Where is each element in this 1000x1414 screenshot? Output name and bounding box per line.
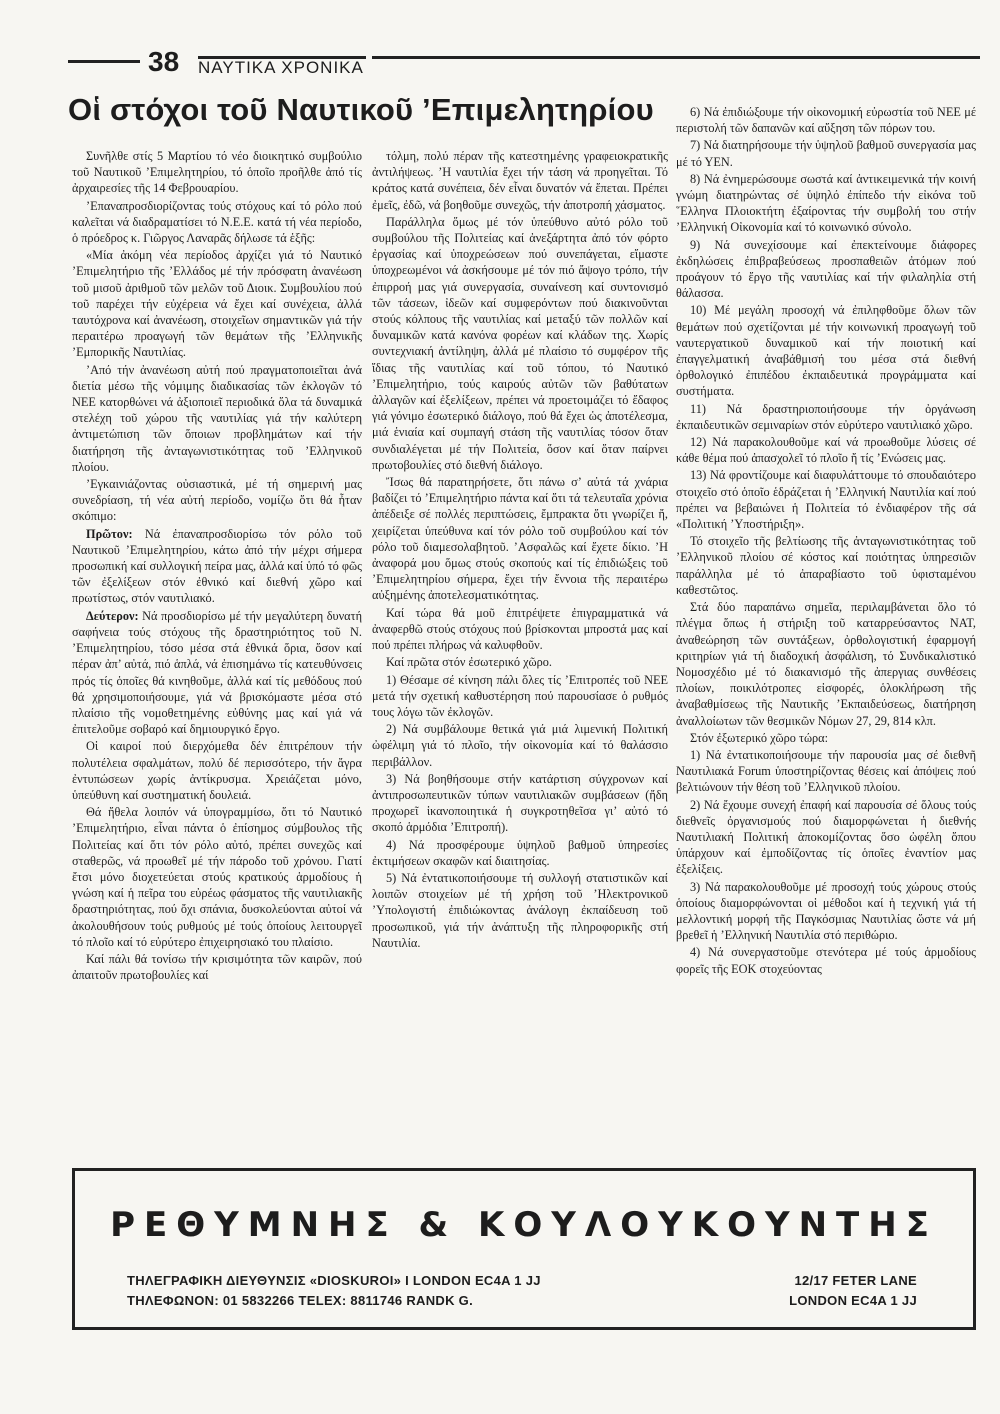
paragraph: Καί τώρα θά μοῦ ἐπιτρέψετε ἐπιγραμματικά νά ἀναφερθῶ στούς στόχους πού βρίσκονται μπροστά μας καί πού πρέπει πλήρως νά καλυφθοῦν. [372, 605, 668, 653]
list-item: 1) Νά ἐντατικοποιήσουμε τήν παρουσία μας σέ διεθνῆ Ναυτιλιακά Forum ὑποστηρίζοντας θέσεις καί ἀπόψεις πού βελτιώνουν τήν θέση τοῦ ’Ελληνικοῦ πλοίου. [676, 747, 976, 795]
paragraph: Καί πρῶτα στόν ἐσωτερικό χῶρο. [386, 655, 552, 670]
list-item: 2) Νά συμβάλουμε θετικά γιά μιά λιμενική Πολιτική ὠφέλιμη γιά τό πλοῖο, τήν οἰκονομία καί τό θαλάσσιο περιβάλλον. [372, 722, 668, 769]
list-item: 3) Νά βοηθήσουμε στήν κατάρτιση σύγχρονων καί ἀντιπροσωπευτικῶν τύπων ναυτιλιακῶν συμβάσεων (ἤδη προχωρεῖ ἱκανοποιητικά ἡ συγκροτηθεῖσα γι’ αὐτό τό σκοπό ἁρμόδια ’Επιτροπή). [372, 771, 668, 835]
paragraph: Τό στοιχεῖο τῆς βελτίωσης τῆς ἀνταγωνιστικότητας τοῦ ’Ελληνικοῦ πλοίου σέ κόστος καί ποιότητας ὑπηρεσιῶν παράλληλα μέ τό ἀπαραβίαστο τοῦ ὑφισταμένου καθεστῶτος. [676, 534, 976, 597]
paragraph-second-point: Δεύτερον: Νά προσδιορίσω μέ τήν μεγαλύτερη δυνατή σαφήνεια τούς στόχους τῆς δραστηριότητος τοῦ Ν. ’Επιμελητηρίου, τόσο μέσα στά ἐθνικά ὅρια, ὅσον καί πέραν ἀπ’ αὐτά, πιό ἁπλά, νά ἐπισημάνω τίς κατευθύνσεις πρός τίς ὁποῖες θά κινηθοῦμε, ἀλλά καί τίς μεθόδους πού θά χρησιμοποιήσουμε, γιά νά βρισκόμαστε μέσα στό πλαίσιο τῆς νομοθετημένης εὐθύνης μας καί γιά νά ἐπιτελοῦμε σοβαρό καί δημιουργικό ἔργο. [72, 608, 362, 737]
header-rule-right [372, 56, 980, 59]
paragraph: τόλμη, πολύ πέραν τῆς κατεστημένης γραφειοκρατικῆς ἀντιλήψεως. ’Η ναυτιλία ἔχει τήν τάση νά προηγεῖται. Τό κράτος κατά συνέπεια, δέν εἶναι δυνατόν νά ἕπεται. Πρέπει ἐμεῖς, ἐδῶ, νά βοηθοῦμε συνεχῶς, τήν ἀποτροπή χάσματος. [372, 149, 668, 212]
city-address: LONDON EC4A 1 JJ [789, 1293, 917, 1308]
list-item: 12) Νά παρακολουθοῦμε καί νά προωθοῦμε λύσεις σέ κάθε θέμα πού ἀπασχολεῖ τό πλοῖο ἤ τίς ’Ενώσεις μας. [676, 435, 976, 466]
paragraph: Οἱ καιροί πού διερχόμεθα δέν ἐπιτρέπουν τήν πολυτέλεια σφαλμάτων, πολύ δέ περισσότερο, τήν ἄγρα ἐντυπώσεων χωρίς ἀντίκρυσμα. Χρειάζεται μόνο, ὑπεύθυνη καί συστηματική δουλειά. [72, 739, 362, 802]
article-title: Οἱ στόχοι τοῦ Ναυτικοῦ ’Επιμελητηρίου [68, 92, 654, 127]
list-item: 6) Νά ἐπιδιώξουμε τήν οἰκονομική εὐρωστία τοῦ ΝΕΕ μέ περιστολή τῶν δαπανῶν καί αὔξηση τῶν πόρων του. [676, 105, 976, 136]
advertisement-box [72, 1168, 976, 1330]
paragraph: Παράλληλα ὅμως μέ τόν ὑπεύθυνο αὐτό ρόλο τοῦ συμβούλου τῆς Πολιτείας καί ἀνεξάρτητα ἀπό τόν φόρτο ἐργασίας καί ὑποχρεώσεων πού συνεπάγεται, εἴμαστε ὑποχρεωμένοι νά ἀσκήσουμε μέ τόν πιό ἄψογο τρόπο, τήν ἐπιρροή μας γιά συνεργασία, συναίνεση καί συντονισμό τῶν τάσεων, ἰδεῶν καί συμφερόντων πού διακινοῦνται στούς κόλπους τῆς ναυτιλίας καί μεταξύ τῶν πολλῶν καί δυναμικῶν κατά κανόνα φορέων καί κλάδων της. Χωρίς συντεχνιακή ἀντίληψη, ἀλλά μέ πλαίσιο τό συμφέρον τῆς ἴδιας τῆς ναυτιλίας καί τοῦ τόπου, τό Ναυτικό ’Επιμελητήριο, τούς καιρούς αὐτῶν τῶν βαθύτατων ἀλλαγῶν καί ἐξελίξεων, πρέπει νά προετοιμάζει τό ἔδαφος γιά γόνιμο ἐσωτερικό διάλογο, πού θά ἔχει ὡς ἀποτέλεσμα, μιά ἑνιαία καί συμπαγή στάση τῆς ναυτιλίας τόσον ὅταν συνδιαλέγεται μέ τήν Πολιτεία, ὅσον καί ὅταν παίρνει πρωτοβουλίες στό διεθνή διάλογο. [372, 214, 668, 472]
list-item: 10) Μέ μεγάλη προσοχή νά ἐπιληφθοῦμε ὅλων τῶν θεμάτων πού σχετίζονται μέ τήν κοινωνική προαγωγή τοῦ ναυτεργατικοῦ δυναμικοῦ καί τήν ποιοτική καί ἐπαγγελματική ἀναβάθμισή του μέσα στά διεθνή ὀρθολογικό ἐπιπέδου ἐκπαιδευτικά προγράμματα καί συστήματα. [676, 303, 976, 399]
article-column-3 [676, 104, 976, 1168]
article-column-2 [372, 148, 668, 1168]
list-item: 11) Νά δραστηριοποιήσουμε τήν ὀργάνωση ἐκπαιδευτικῶν σεμιναρίων στόν εὐρύτερο ναυτιλιακό χῶρο. [676, 401, 976, 432]
header-rule-left [68, 60, 140, 63]
advertiser-name: ΡΕΘΥΜΝΗΣ & ΚΟΥΛΟΥΚΟΥΝΤΗΣ [110, 1205, 938, 1245]
street-address: 12/17 FETER LANE [794, 1273, 917, 1288]
list-item: 2) Νά ἔχουμε συνεχή ἐπαφή καί παρουσία σέ ὅλους τούς διεθνεῖς ὀργανισμούς πού διαμορφώνεται ἡ διεθνής Ναυτιλιακή Πολιτική ἀποκομίζοντας ὅσο ὠφέλη ὅπου ὑπάρχουν καί ἐμποδίζοντας τίς ὁποῖες ἐναντίον μας ἐξελίξεις. [676, 797, 976, 877]
paragraph: Στά δύο παραπάνω σημεῖα, περιλαμβάνεται ὅλο τό πλέγμα ὅπως ἡ στήριξη τοῦ καταρρεύσαντος ΝΑΤ, ἀναθεώρηση τῶν συντάξεων, ὀρθολογιστική ἐφαρμογή κριτηρίων γιά τή διαδοχική ἀσφάλιση, τό Συνδικαλιστικό Νομοσχέδιο μέ τό διακανισμό τῆς ἀπεργιας συνθέσεις πλοίων, ποικιλότροπες εἰσφορές, ὁλοκλήρωση τῆς ἀναβαθμίσεως τῆς Ναυτικῆς ’Εκπαιδεύσεως, διατήρηση ἀναλλοίωτων τῶν θεσμικῶν Νόμων 27, 29, 814 κλπ. [676, 600, 976, 728]
list-item: 3) Νά παρακολουθοῦμε μέ προσοχή τούς χώρους στούς ὁποίους διαμορφώνονται οἱ μέθοδοι καί ἡ τεχνική γιά τή μελλοντική μορφή τῆς Παγκόσμιας Ναυτιλίας ὥστε νά μή βρεθεῖ ἡ ’Ελληνική Ναυτιλία στό περιθώριο. [676, 879, 976, 943]
list-item: 13) Νά φροντίζουμε καί διαφυλάττουμε τό σπουδαιότερο στοιχεῖο στό ὁποῖο ἑδράζεται ἡ ’Ελληνική Ναυτιλία καί πού πρέπει να βεβαιώνει ἡ Πολιτεία τό ἐνδιαφέρον τῆς σά «Πολιτική ’Υποστήριξη». [676, 468, 976, 532]
paragraph: Θά ἤθελα λοιπόν νά ὑπογραμμίσω, ὅτι τό Ναυτικό ’Επιμελητήριο, εἶναι πάντα ὁ ἐπίσημος σύμβουλος τῆς Πολιτείας καί ὅτι τόν ρόλο αὐτό, πρέπει συνεχῶς καί σταθερῶς, νά προωθεῖ μέ τήν πάροδο τοῦ χρόνου. Γιατί ἔτσι μόνο διοχετεύεται στούς κρατικούς ἁρμοδίους ἡ γνώση καί ἡ πεῖρα του εὐρέως φάσματος τῆς ναυτιλιακῆς δραστηριότητας, πού ὄχι σπάνια, δυσκολεύονται αὐτοί νά ἀκολουθήσουν τούς ρυθμούς μέ τούς ὁποίους λειτουργεῖ τό πλοῖο καί τό εὐρύτερο ἐπιχειρησιακό του πλαίσιο. [72, 805, 362, 949]
article-column-1 [72, 148, 362, 1168]
publication-name: ΝΑΥΤΙΚΑ ΧΡΟΝΙΚΑ [198, 58, 364, 77]
list-item: 1) Θέσαμε σέ κίνηση πάλι ὅλες τίς ’Επιτροπές τοῦ ΝΕΕ μετά τήν σχετική καθυστέρηση πού παρουσίασε ὁ ρυθμός τους λόγω τῶν ἐκλογῶν. [372, 672, 668, 719]
paragraph: ’Από τήν ἀνανέωση αὐτή πού πραγματοποιεῖται ἀνά διετία μέσω τῆς νόμιμης διαδικασίας τῶν ἐκλογῶν τό ΝΕΕ κατορθώνει νά ἀξιοποιεῖ περιοδικά ὅλα τά δυναμικά στελέχη τοῦ χώρου τῆς ναυτιλίας γιά τήν καλύτερη ἀντιμετώπιση τῶν ὅποιων προβλημάτων καί τήν διατήρηση τῆς ἀνταγωνιστικότητας τοῦ ’Ελληνικοῦ πλοίου. [72, 362, 362, 474]
list-item: 4) Νά συνεργαστοῦμε στενότερα μέ τούς ἁρμοδίους φορεῖς τῆς ΕΟΚ στοχεύοντας [676, 945, 976, 976]
telegraph-address: ΤΗΛΕΓΡΑΦΙΚΗ ΔΙΕΥΘΥΝΣΙΣ «DIOSKUROI» I LONDON EC4A 1 JJ [127, 1273, 541, 1288]
list-item: 7) Νά διατηρήσουμε τήν ὑψηλοῦ βαθμοῦ συνεργασία μας μέ τό ΥΕΝ. [676, 138, 976, 169]
paragraph: ’Εγκαινιάζοντας οὐσιαστικά, μέ τή σημερινή μας συνεδρίαση, τή νέα αὐτή περίοδο, νομίζω ὅτι θά ἦταν σκόπιμο: [72, 477, 362, 524]
list-item: 8) Νά ἐνημερώσουμε σωστά καί ἀντικειμενικά τήν κοινή γνώμη διατηρώντας σέ ὑψηλό ἐπίπεδο τήν εἰκόνα τοῦ ῞Ελληνα Πλοιοκτήτη ἐξαίροντας τήν συμβολή του στήν ’Ελληνική Οἰκονομία καί τό κοινωνικό σύνολο. [676, 171, 976, 235]
paragraph: Συνῆλθε στίς 5 Μαρτίου τό νέο διοικητικό συμβούλιο τοῦ Ναυτικοῦ ’Επιμελητηρίου, τό ὁποῖο προῆλθε ἀπό τίς ἀρχαιρεσίες τῆς 14 Φεβρουαρίου. [72, 149, 362, 196]
paragraph: ’Επαναπροσδιορίζοντας τούς στόχους καί τό ρόλο πού καλεῖται νά διαδραματίσει τό Ν.Ε.Ε. κατά τή νέα περίοδο, ὁ πρόεδρος κ. Γιῶργος Λαναρᾶς δήλωσε τά ἑξῆς: [72, 198, 362, 246]
paragraph: Στόν ἐξωτερικό χῶρο τώρα: [690, 730, 829, 745]
list-item: 9) Νά συνεχίσουμε καί ἐπεκτείνουμε διάφορες ἐκδηλώσεις ἐπιβραβεύσεως προσπαθειῶν ἀτόμων πού προάγουν τό ἔργο τῆς ναυτιλίας καί τήν φιλαληλία στή θάλασσα. [676, 237, 976, 301]
phone-telex: ΤΗΛΕΦΩΝΟΝ: 01 5832266 TELEX: 8811746 RANDK G. [127, 1293, 474, 1308]
page-number: 38 [148, 46, 180, 77]
paragraph: Ἴσως θά παρατηρήσετε, ὅτι πάνω σ’ αὐτά τά χνάρια βαδίζει τό ’Επιμελητήριο πάντα καί ὅτι τά τελευταῖα χρόνια ἀπέδειξε σέ πολλές περιπτώσεις, ἔμπρακτα ὅτι γνωρίζει ἤ, χειρίζεται ὑπεύθυνα καί τόν ρόλο τοῦ συμβούλου καί τόν ρόλο τοῦ διαμεσολαβητοῦ. ’Ασφαλῶς καί ἔχετε δίκιο. ’Η ἀναφορά μου ὅμως στούς σκοπούς καί τίς ἐπιδιώξεις τοῦ ’Επιμελητηρίου σήμερα, ἔχει τήν ἔννοια τῆς περαιτέρω αὐξημένης ἀποτελεσματικότητας. [372, 475, 668, 603]
list-item: 5) Νά ἐντατικοποιήσουμε τή συλλογή στατιστικῶν καί λοιπῶν στοιχείων μέ τή χρήση τοῦ ’Ηλεκτρονικοῦ ’Υπολογιστή ἐπιδιώκοντας ἀνάλογη ἐκπαίδευση τοῦ προσωπικοῦ, γιά τήν ἀνάπτυξη τῆς πληροφορικῆς στή Ναυτιλία. [372, 870, 668, 950]
list-item: 4) Νά προσφέρουμε ὑψηλοῦ βαθμοῦ ὑπηρεσίες ἐκτιμήσεων σκαφῶν καί διαιτησίας. [372, 837, 668, 868]
paragraph: Καί πάλι θά τονίσω τήν κρισιμότητα τῶν καιρῶν, πού ἀπαιτοῦν πρωτοβουλίες καί [72, 951, 362, 983]
paragraph: «Μία ἀκόμη νέα περίοδος ἀρχίζει γιά τό Ναυτικό ’Επιμελητήριο τῆς ’Ελλάδος μέ τήν πρόσφατη ἀνανέωση τοῦ μισοῦ ἀριθμοῦ τῶν μελῶν τοῦ Διοικ. Συμβουλίου πού τοῦ παρέχει τήν εὐχέρεια νά ἔχει καί συνέχεια, ἀλλά ταυτόχρονα καί ἀνανέωση, στοιχεῖων σημαντικῶν γιά τήν περαιτέρω προαγωγή τῶν θεμάτων τῆς ’Ελληνικῆς ’Εμπορικῆς Ναυτιλίας. [72, 248, 362, 360]
paragraph-first-point: Πρῶτον: Νά ἐπαναπροσδιορίσω τόν ρόλο τοῦ Ναυτικοῦ ’Επιμελητηρίου, κάτω ἀπό τήν μέχρι σήμερα προσωπική καί συλλογική πείρα μας, ἀλλά καί ὑπό τό φῶς τῶν ἐξελίξεων στόν ἐθνικό καί διεθνή χῶρο καί πρωτίστως, στόν ναυτιλιακό. [72, 526, 362, 606]
